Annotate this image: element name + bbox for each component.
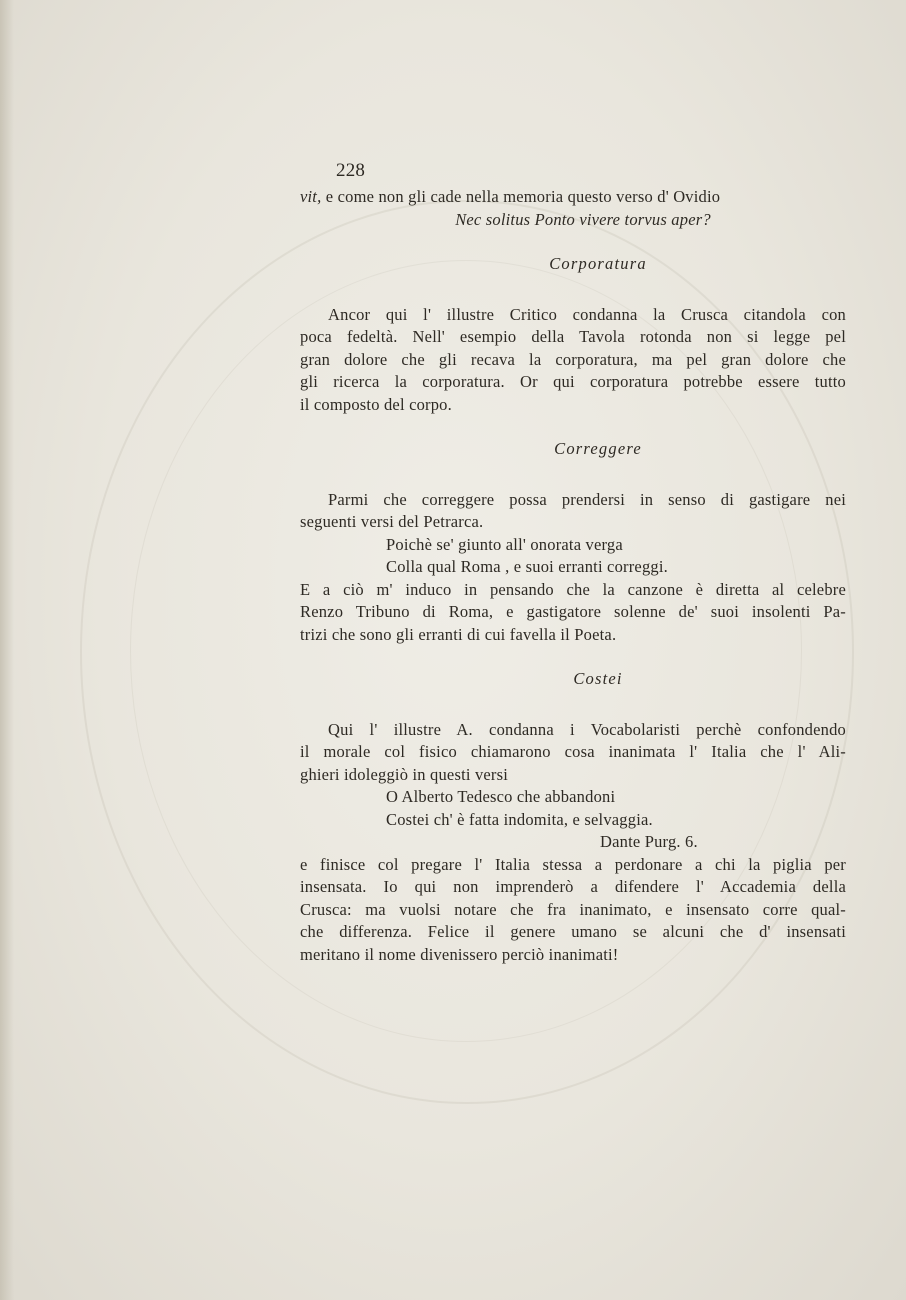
text-line: gli ricerca la corporatura. Or qui corporatura potrebbe essere tutto <box>300 372 846 391</box>
opening-line-text: e come non gli cade nella memoria questo verso d' Ovidio <box>321 187 721 206</box>
text-line: Ancor qui l' illustre Critico condanna la Crusca citandola con <box>328 304 846 324</box>
text-line: insensata. Io qui non imprenderò a difendere l' Accademia della <box>300 877 846 896</box>
paragraph-corporatura <box>300 304 846 417</box>
petrarca-verse: Poichè se' giunto all' onorata verga <box>386 534 623 554</box>
text-line: gran dolore che gli recava la corporatura, ma pel gran dolore che <box>300 349 846 369</box>
text-line: il composto del corpo. <box>300 394 452 414</box>
opening-italic-word: vit, <box>300 187 322 206</box>
ovid-verse: Nec solitus Ponto vivere torvus aper? <box>455 209 711 229</box>
page-number: 228 <box>336 160 366 181</box>
dante-verse: O Alberto Tedesco che abbandoni <box>386 787 616 806</box>
page-edge-shadow <box>0 0 14 1300</box>
text-line: Renzo Tribuno di Roma, e gastigatore solenne de' suoi insolenti Pa- <box>300 602 846 621</box>
text-line: il morale col fisico chiamarono cosa inanimata l' Italia che l' Ali- <box>300 742 846 761</box>
text-line: poca fedeltà. Nell' esempio della Tavola rotonda non si legge pel <box>300 327 846 346</box>
page-text <box>300 160 846 966</box>
paragraph-costei <box>300 719 846 967</box>
section-heading-costei: Costei <box>573 669 623 688</box>
petrarca-verse: Colla qual Roma , e suoi erranti correggi. <box>386 557 668 576</box>
text-line: che differenza. Felice il genere umano se alcuni che d' insensati <box>300 922 846 941</box>
text-line: Parmi che correggere possa prendersi in senso di gastigare nei <box>328 489 846 509</box>
text-line: ghieri idoleggiò in questi versi <box>300 764 509 784</box>
paragraph-correggere <box>300 489 846 647</box>
text-line: e finisce col pregare l' Italia stessa a perdonare a chi la piglia per <box>300 854 846 874</box>
text-line: seguenti versi del Petrarca. <box>300 512 484 531</box>
dante-verse: Costei ch' è fatta indomita, e selvaggia. <box>386 809 653 829</box>
section-heading-corporatura: Corporatura <box>549 254 647 273</box>
section-heading-correggere: Correggere <box>554 439 642 458</box>
text-line: Crusca: ma vuolsi notare che fra inanimato, e insensato corre qual- <box>300 899 846 919</box>
text-line: Qui l' illustre A. condanna i Vocabolaristi perchè confondendo <box>328 719 846 739</box>
text-line: trizi che sono gli erranti di cui favella il Poeta. <box>300 624 617 644</box>
text-line: E a ciò m' induco in pensando che la canzone è diretta al celebre <box>300 579 846 599</box>
verse-attribution: Dante Purg. 6. <box>600 832 698 851</box>
opening-line <box>300 186 846 209</box>
text-line: meritano il nome divenissero perciò inanimati! <box>300 944 619 964</box>
